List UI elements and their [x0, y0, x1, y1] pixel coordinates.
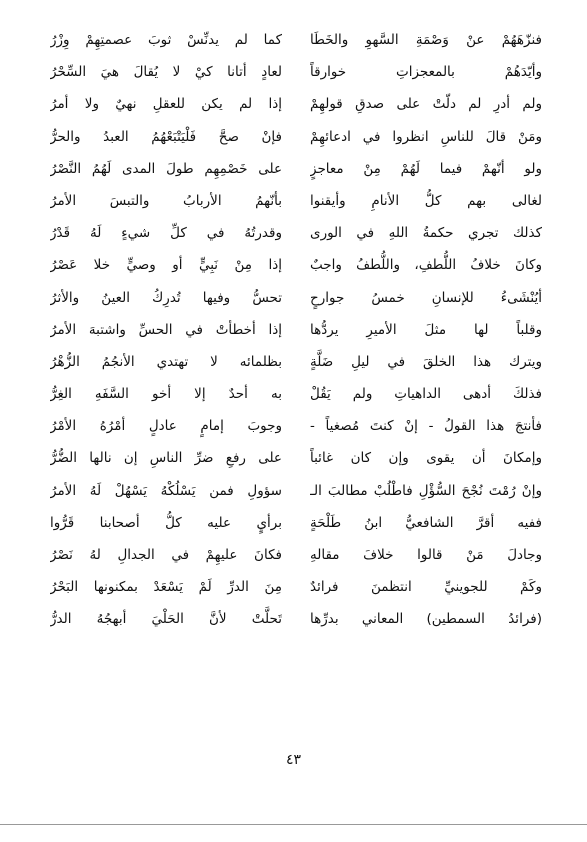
verse-line: لغالى بهم كلُّ الأنامِ وأيقنوا — [310, 192, 542, 209]
poem-body — [50, 24, 542, 636]
verse-line: ففيه أقرَّ الشافعيُّ ابنُ طَلْحَةٍ — [310, 514, 542, 531]
verse-line: إذا أخطأتْ في الحسِّ واشتبهَ الأمرُ — [50, 321, 282, 338]
verse-line: وجوبَ إمامٍ عادلٍ أمْرُهُ الأمْرُ — [50, 418, 282, 435]
verse-line: كما لم يدنِّسْ ثوبَ عصمتِهِمْ وِزْرُ — [50, 32, 282, 48]
verse-line: ولو أنّهمْ فيما لَهُمْ مِنْ معاجزٍ — [310, 160, 542, 177]
verse-line: بأنّهمُ الأربابُ والتبسَ الأمرُ — [50, 192, 282, 209]
verse-line: فإنْ صحَّ فَلْيَتْبَعْهُمُ العبدُ والحرُّ — [50, 128, 282, 145]
verse-line: ويترك هذا الخلقَ في ليلِ ضَلَّةٍ — [310, 353, 542, 370]
verse-line: تحسُّ وفيها تُدرِكُ العينُ والأثرُ — [50, 289, 282, 306]
verse-line: فنزّهَهُمْ عنْ وَصْمَةِ السَّهوِ والخَطَا — [310, 32, 542, 48]
verse-line: برأيٍ عليه كلُّ أصحابنا قَرُّوا — [50, 514, 282, 531]
verse-line: وإمكانَ أن يقوى وإن كان غائباً — [310, 450, 542, 467]
verse-line: إذا مِنْ نَبِيٍّ أو وصيٍّ خلا عَصْرُ — [50, 257, 282, 274]
verse-line: سؤولِ فمن يَسْلُكْهُ يَسْهُلْ لَهُ الأمرُ — [50, 482, 282, 499]
verse-line: وقلباً لها مثلَ الأميرِ يردُّها — [310, 321, 542, 338]
right-column-first-hemistichs — [310, 24, 542, 636]
verse-line: ومَنْ قالَ للناسِ انظروا في ادعائهِمْ — [310, 128, 542, 145]
verse-line: به أحدٌ إلا أخو السَّفَهِ الغِرُّ — [50, 386, 282, 403]
page-number: ٤٣ — [285, 752, 302, 768]
bottom-rule — [0, 824, 587, 825]
verse-line: وإنْ رُمْتَ نُجْحَ السُّؤْلِ فاطْلُبْ مطالبَ الـ — [310, 482, 542, 499]
verse-line: ولم أدرِ لم دلّتْ على صدقِ قولهِمْ — [310, 96, 542, 113]
verse-line: وقدرتُهُ في كلِّ شيءٍ لَهُ قَدْرُ — [50, 225, 282, 242]
verse-line: (فرائدُ السمطين) المعاني بدرِّها — [310, 611, 542, 628]
verse-line: فذلكَ أدهى الداهياتِ ولم يَقُلْ — [310, 386, 542, 403]
verse-line: بظلمائه لا تهتدي الأنجُمُ الزُّهْرُ — [50, 353, 282, 370]
verse-line: مِنَ الدرِّ لَمْ يَسْعَدْ بمكنونها البَحْرُ — [50, 579, 282, 596]
verse-line: إذا لم يكن للعقلِ نهيٌ ولا أمرُ — [50, 96, 282, 113]
verse-line: أيُنْشَىءُ للإنسانِ خمسُ جوارحٍ — [310, 289, 542, 306]
verse-line: كذلك تجري حكمةُ اللهِ في الورى — [310, 225, 542, 242]
verse-line: لعادٍ أتانا كيْ لا يُقالَ هيَ السِّحْرُ — [50, 64, 282, 81]
verse-line: وأيّدَهُمْ بالمعجزاتِ خوارقاً — [310, 64, 542, 81]
verse-line: على رفعِ ضرِّ الناسِ إن نالها الضُّرُّ — [50, 450, 282, 467]
verse-line: وكَمْ للجوينيِّ انتظمنَ فرائدٌ — [310, 579, 542, 596]
verse-line: وكانَ خلافُ اللُّطفِ، واللُّطفُ واجبٌ — [310, 257, 542, 274]
verse-line: فأنتجَ هذا القولُ - إنْ كنتَ مُصغياً - — [310, 418, 542, 435]
left-column-second-hemistichs — [50, 24, 282, 636]
verse-line: فكانَ عليهِمْ في الجدالِ لهُ نَصْرُ — [50, 547, 282, 563]
verse-line: تَحلَّتْ لأنَّ الحَلْيَ أبهجُهُ الدرُّ — [50, 611, 282, 628]
verse-line: على خَصْمِهِم طولَ المدى لَهُمُ النَّصْرُ — [50, 160, 282, 177]
verse-line: وجادلَ مَنْ قالوا خلافَ مقالهِ — [310, 547, 542, 563]
